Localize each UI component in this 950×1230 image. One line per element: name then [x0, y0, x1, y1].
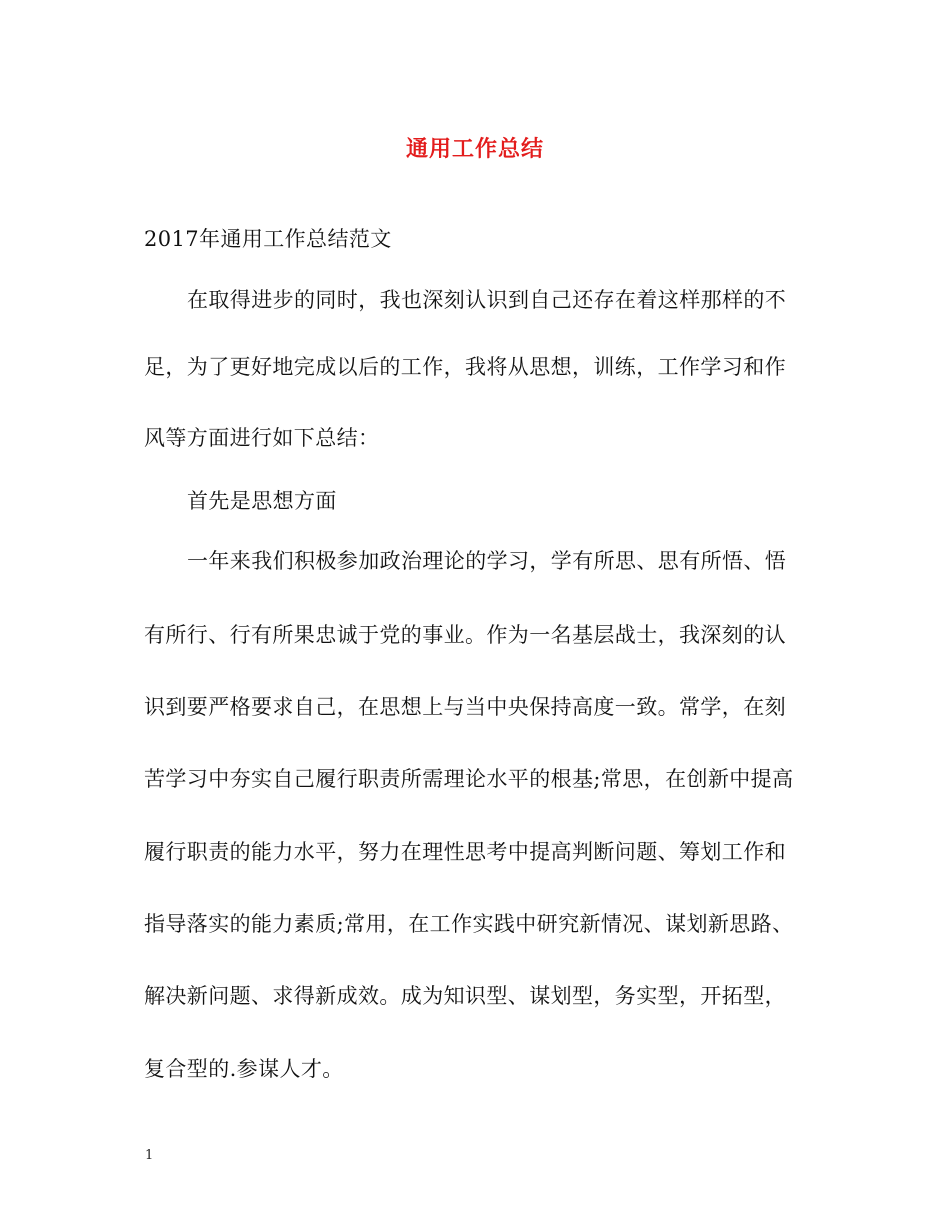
paragraph-line: 有所行、行有所果忠诚于党的事业。作为一名基层战士，我深刻的认 — [144, 623, 786, 647]
paragraph-line: 履行职责的能力水平，努力在理性思考中提高判断问题、筹划工作和 — [144, 840, 786, 864]
document-title: 通用工作总结 — [405, 136, 544, 162]
paragraph-line: 复合型的.参谋人才。 — [144, 1057, 344, 1081]
paragraph-line: 苦学习中夯实自己履行职责所需理论水平的根基;常思，在创新中提高 — [144, 767, 794, 791]
paragraph-line: 识到要严格要求自己，在思想上与当中央保持高度一致。常学，在刻 — [144, 695, 786, 719]
document-subtitle: 2017年通用工作总结范文 — [144, 227, 392, 251]
paragraph-line: 在取得进步的同时，我也深刻认识到自己还存在着这样那样的不 — [187, 288, 787, 312]
paragraph-line: 解决新问题、求得新成效。成为知识型、谋划型，务实型，开拓型， — [144, 984, 786, 1008]
page-number: 1 — [145, 1148, 154, 1163]
paragraph-line: 指导落实的能力素质;常用，在工作实践中研究新情况、谋划新思路、 — [144, 912, 794, 936]
paragraph-line: 风等方面进行如下总结： — [144, 426, 380, 450]
paragraph-line: 足，为了更好地完成以后的工作，我将从思想，训练，工作学习和作 — [144, 355, 786, 379]
paragraph-line: 一年来我们积极参加政治理论的学习，学有所思、思有所悟、悟 — [187, 549, 787, 573]
section-heading: 首先是思想方面 — [187, 489, 337, 513]
